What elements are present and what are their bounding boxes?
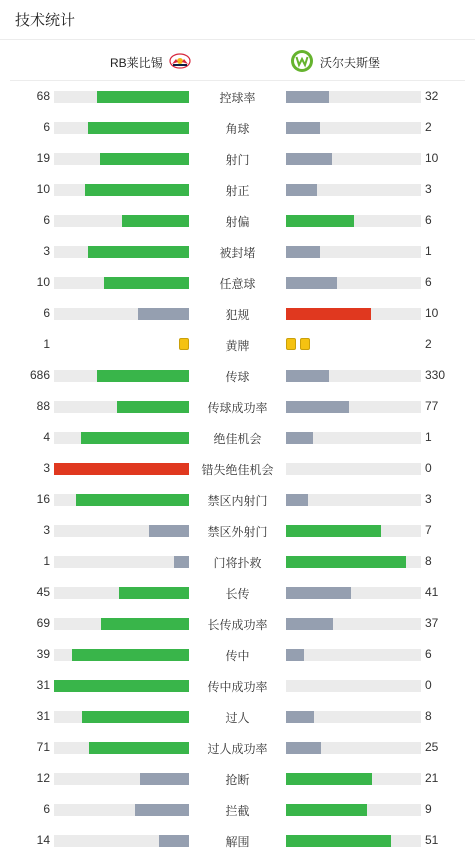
away-value: 25 (425, 740, 439, 754)
stat-row (0, 267, 475, 298)
stat-row (0, 825, 475, 856)
home-value: 19 (36, 151, 50, 165)
home-bar-track (54, 246, 189, 258)
away-bar-track (286, 525, 421, 537)
home-bar-track (54, 618, 189, 630)
away-bar (286, 401, 349, 413)
away-value: 3 (425, 492, 432, 506)
home-bar-track (54, 742, 189, 754)
home-bar-track (54, 432, 189, 444)
away-value: 77 (425, 399, 439, 413)
away-team[interactable] (290, 49, 380, 76)
home-bar (149, 525, 190, 537)
home-bar (54, 680, 189, 692)
home-bar-track (54, 525, 189, 537)
away-bar (286, 91, 329, 103)
home-bar-track (54, 91, 189, 103)
stat-label: 长传 (225, 587, 250, 601)
home-value: 71 (36, 740, 50, 754)
stat-label: 解围 (225, 835, 250, 849)
away-bar (286, 246, 320, 258)
home-team-name: RB莱比锡 (110, 56, 163, 70)
away-bar (286, 308, 371, 320)
stat-label: 任意球 (219, 277, 256, 291)
home-value: 10 (36, 182, 50, 196)
home-bar-track (54, 804, 189, 816)
home-bar (159, 835, 189, 847)
stat-label: 禁区外射门 (207, 525, 268, 539)
away-bar-track (286, 556, 421, 568)
home-value: 39 (36, 647, 50, 661)
home-value: 31 (36, 678, 50, 692)
home-bar (119, 587, 189, 599)
yellow-card-icon (286, 338, 296, 350)
stat-row (0, 298, 475, 329)
home-bar-track (54, 401, 189, 413)
home-bar-track (54, 556, 189, 568)
stat-row (0, 453, 475, 484)
home-bar (85, 184, 189, 196)
stat-row (0, 794, 475, 825)
away-bar-track (286, 835, 421, 847)
stat-row (0, 174, 475, 205)
home-value: 1 (43, 337, 50, 351)
home-bar-track (54, 277, 189, 289)
stat-label: 过人成功率 (207, 742, 268, 756)
home-team[interactable] (110, 53, 191, 72)
away-bar-track (286, 649, 421, 661)
stat-row (0, 236, 475, 267)
away-bar-track (286, 246, 421, 258)
home-bar-track (54, 370, 189, 382)
away-value: 2 (425, 337, 432, 351)
away-bar (286, 618, 333, 630)
away-bar-track (286, 308, 421, 320)
away-value: 0 (425, 461, 432, 475)
stat-label: 控球率 (219, 91, 256, 105)
away-value: 7 (425, 523, 432, 537)
home-value: 45 (36, 585, 50, 599)
stat-label: 过人 (225, 711, 250, 725)
away-value: 37 (425, 616, 439, 630)
away-bar-track (286, 215, 421, 227)
away-bar-track (286, 401, 421, 413)
home-bar-track (54, 835, 189, 847)
stat-label: 传球成功率 (207, 401, 268, 415)
away-bar (286, 804, 367, 816)
away-value: 8 (425, 554, 432, 568)
away-value: 41 (425, 585, 439, 599)
away-bar-track (286, 618, 421, 630)
home-bar (138, 308, 189, 320)
home-value: 6 (43, 120, 50, 134)
yellow-card-icon (300, 338, 310, 350)
home-bar (54, 463, 189, 475)
away-bar-track (286, 153, 421, 165)
home-bar-track (54, 308, 189, 320)
stat-row (0, 670, 475, 701)
page-title: 技术统计 (15, 12, 76, 29)
away-value: 21 (425, 771, 439, 785)
away-bar-track (286, 277, 421, 289)
home-bar (100, 153, 189, 165)
away-bar-track (286, 432, 421, 444)
away-value: 10 (425, 151, 439, 165)
away-bar (286, 494, 308, 506)
home-bar-track (54, 122, 189, 134)
away-bar (286, 432, 313, 444)
home-value: 14 (36, 833, 50, 847)
away-bar (286, 742, 321, 754)
stats-list (0, 81, 475, 856)
home-value: 12 (36, 771, 50, 785)
away-value: 0 (425, 678, 432, 692)
stat-label: 黄牌 (225, 339, 250, 353)
away-bar-track (286, 370, 421, 382)
home-value: 16 (36, 492, 50, 506)
away-bar (286, 525, 381, 537)
stat-row (0, 608, 475, 639)
away-bar-track (286, 184, 421, 196)
away-bar (286, 649, 304, 661)
home-bar-track (54, 184, 189, 196)
stat-row (0, 701, 475, 732)
home-value: 6 (43, 213, 50, 227)
home-value: 6 (43, 802, 50, 816)
home-value: 69 (36, 616, 50, 630)
stat-label: 禁区内射门 (207, 494, 268, 508)
stat-row (0, 143, 475, 174)
away-bar-track (286, 680, 421, 692)
home-bar (135, 804, 189, 816)
away-yellow-cards (286, 338, 314, 350)
away-value: 6 (425, 275, 432, 289)
home-bar (88, 122, 189, 134)
stat-row (0, 732, 475, 763)
home-bar (101, 618, 189, 630)
away-value: 1 (425, 244, 432, 258)
stat-row (0, 546, 475, 577)
home-yellow-cards (176, 338, 189, 350)
stat-row (0, 112, 475, 143)
home-bar-track (54, 680, 189, 692)
away-bar (286, 122, 320, 134)
away-value: 10 (425, 306, 439, 320)
home-value: 1 (43, 554, 50, 568)
home-value: 4 (43, 430, 50, 444)
away-bar (286, 370, 329, 382)
stat-label: 射正 (225, 184, 250, 198)
home-bar-track (54, 494, 189, 506)
away-value: 32 (425, 89, 439, 103)
teams-header (0, 46, 475, 76)
stat-label: 射门 (225, 153, 250, 167)
home-value: 68 (36, 89, 50, 103)
home-bar (140, 773, 189, 785)
stat-row (0, 639, 475, 670)
home-bar-track (54, 587, 189, 599)
away-bar (286, 835, 391, 847)
stat-row (0, 484, 475, 515)
home-bar (76, 494, 189, 506)
home-bar-track (54, 773, 189, 785)
stat-label: 射偏 (225, 215, 250, 229)
title-divider (0, 39, 475, 40)
home-bar (81, 432, 189, 444)
stat-label: 被封堵 (219, 246, 256, 260)
stat-label: 错失绝佳机会 (201, 463, 274, 477)
home-bar-track (54, 215, 189, 227)
stat-label: 拦截 (225, 804, 250, 818)
away-bar-track (286, 711, 421, 723)
away-bar (286, 277, 337, 289)
wolfsburg-logo-icon (290, 49, 314, 76)
home-value: 686 (29, 368, 50, 382)
stat-row (0, 391, 475, 422)
home-bar (72, 649, 189, 661)
home-value: 3 (43, 461, 50, 475)
away-bar-track (286, 494, 421, 506)
home-value: 88 (36, 399, 50, 413)
home-bar (122, 215, 190, 227)
away-bar (286, 215, 354, 227)
home-bar (117, 401, 189, 413)
home-value: 31 (36, 709, 50, 723)
away-team-name: 沃尔夫斯堡 (320, 56, 381, 70)
home-bar (89, 742, 189, 754)
away-bar (286, 773, 372, 785)
home-value: 3 (43, 244, 50, 258)
home-bar-track (54, 463, 189, 475)
stat-row (0, 515, 475, 546)
home-bar (82, 711, 189, 723)
away-bar-track (286, 463, 421, 475)
stat-label: 门将扑救 (213, 556, 262, 570)
home-value: 3 (43, 523, 50, 537)
away-bar-track (286, 91, 421, 103)
away-value: 6 (425, 213, 432, 227)
stat-label: 犯规 (225, 308, 250, 322)
away-value: 3 (425, 182, 432, 196)
home-value: 6 (43, 306, 50, 320)
away-bar-track (286, 122, 421, 134)
home-bar (97, 91, 189, 103)
stat-row (0, 81, 475, 112)
rb-leipzig-logo-icon (169, 53, 191, 72)
away-bar (286, 556, 406, 568)
stat-row (0, 763, 475, 794)
stat-row (0, 577, 475, 608)
stat-label: 抢断 (225, 773, 250, 787)
yellow-card-icon (179, 338, 189, 350)
stat-label: 绝佳机会 (213, 432, 262, 446)
away-bar-track (286, 587, 421, 599)
stat-label: 传中 (225, 649, 250, 663)
away-bar-track (286, 804, 421, 816)
away-bar (286, 711, 314, 723)
stat-row (0, 329, 475, 360)
away-bar (286, 587, 351, 599)
away-value: 6 (425, 647, 432, 661)
home-bar-track (54, 153, 189, 165)
home-bar (104, 277, 189, 289)
away-value: 9 (425, 802, 432, 816)
home-value: 10 (36, 275, 50, 289)
home-bar (97, 370, 189, 382)
stat-row (0, 422, 475, 453)
home-bar-track (54, 711, 189, 723)
away-bar-track (286, 742, 421, 754)
away-value: 51 (425, 833, 439, 847)
away-value: 2 (425, 120, 432, 134)
home-bar (88, 246, 189, 258)
away-value: 8 (425, 709, 432, 723)
away-bar-track (286, 773, 421, 785)
away-bar (286, 153, 332, 165)
stat-row (0, 205, 475, 236)
stat-row (0, 360, 475, 391)
home-bar-track (54, 649, 189, 661)
away-bar (286, 184, 317, 196)
stat-label: 传球 (225, 370, 250, 384)
home-bar (174, 556, 189, 568)
away-value: 1 (425, 430, 432, 444)
stat-label: 传中成功率 (207, 680, 268, 694)
stat-label: 角球 (225, 122, 250, 136)
away-value: 330 (425, 368, 446, 382)
stat-label: 长传成功率 (207, 618, 268, 632)
